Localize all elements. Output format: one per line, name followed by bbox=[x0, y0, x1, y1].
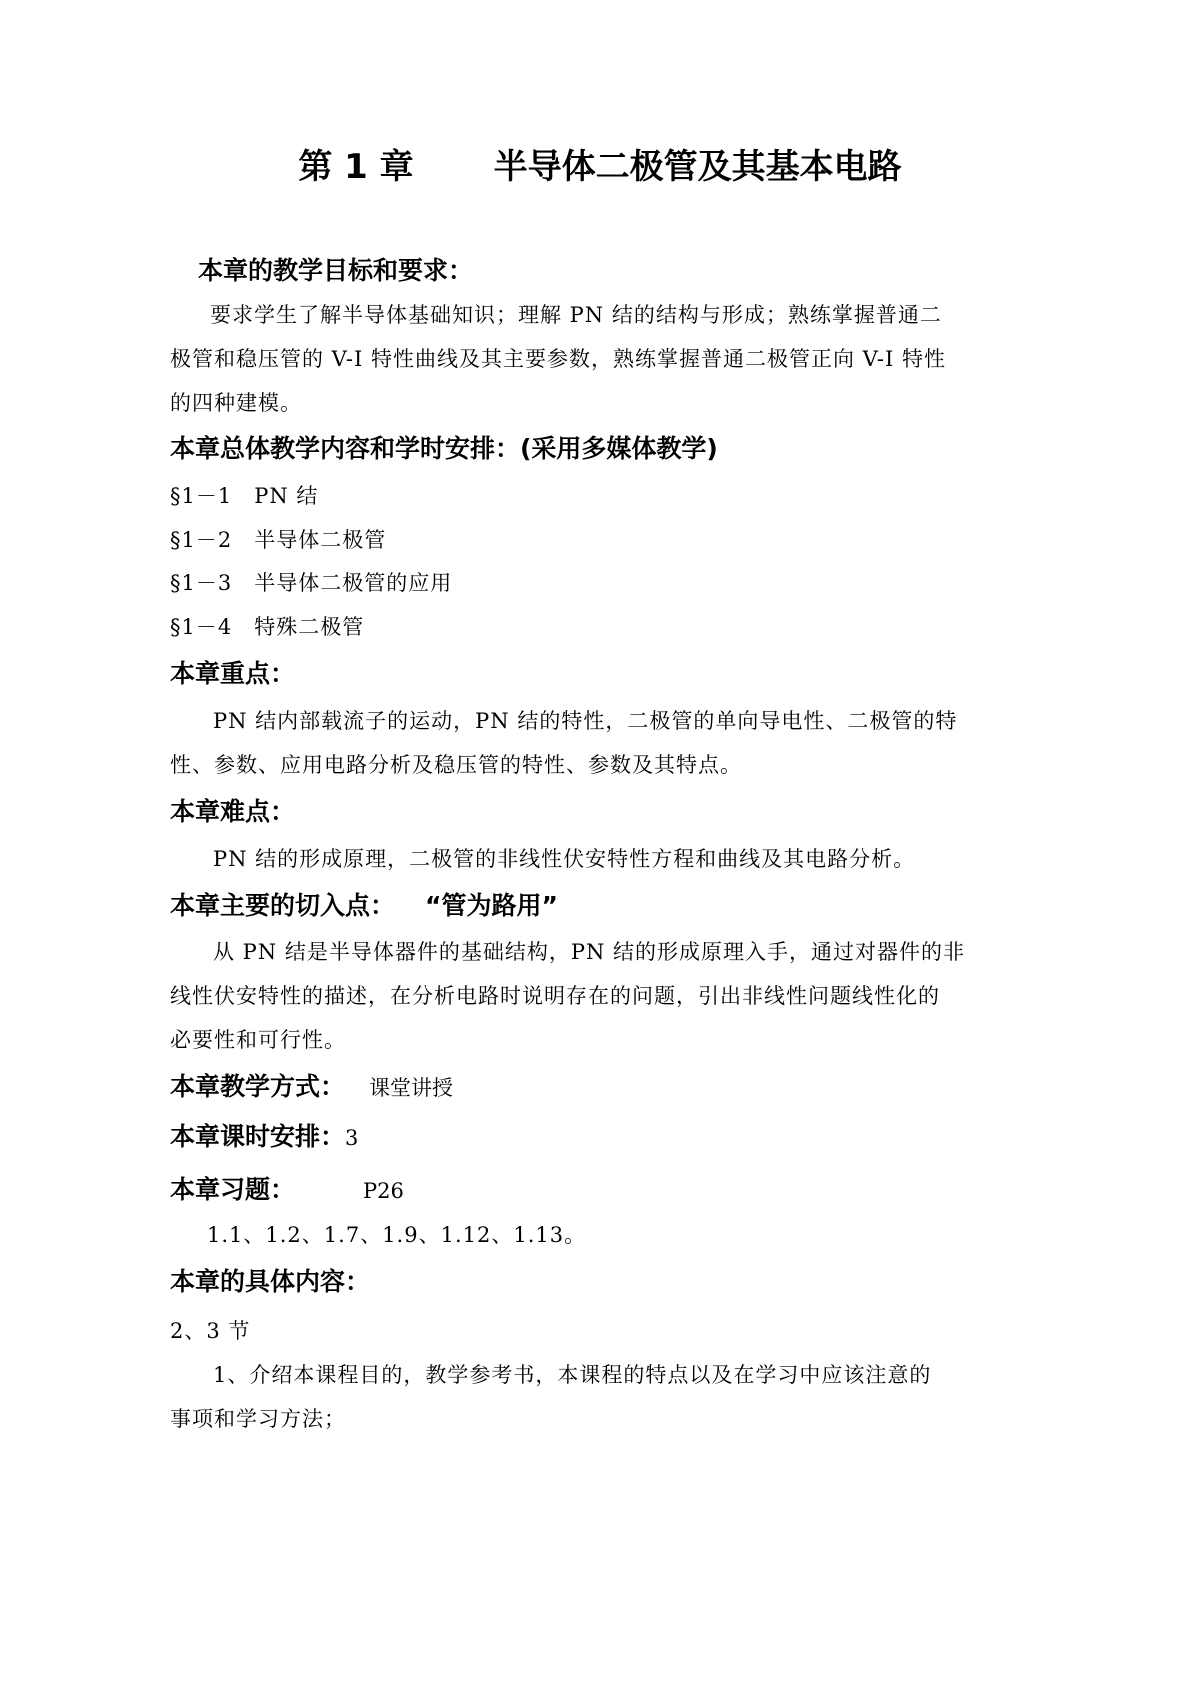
objectives-line: 极管和稳压管的 V-I 特性曲线及其主要参数，熟练掌握普通二极管正向 V-I 特性 bbox=[170, 347, 946, 371]
chapter-title bbox=[0, 147, 1200, 187]
entry-point-value: “管为路用” bbox=[425, 891, 558, 920]
key-points-line: 性、参数、应用电路分析及稳压管的特性、参数及其特点。 bbox=[170, 753, 742, 777]
section-item: §1－3 半导体二极管的应用 bbox=[170, 571, 453, 595]
teaching-method-heading bbox=[170, 1074, 453, 1099]
key-points-line: PN 结内部载流子的运动，PN 结的特性，二极管的单向导电性、二极管的特 bbox=[213, 709, 958, 733]
entry-point-line: 必要性和可行性。 bbox=[170, 1028, 346, 1052]
difficulties-line: PN 结的形成原理，二极管的非线性伏安特性方程和曲线及其电路分析。 bbox=[213, 847, 916, 871]
exercises-heading bbox=[170, 1177, 404, 1202]
key-points-heading: 本章重点： bbox=[170, 659, 296, 688]
exercises-label: 本章习题： bbox=[170, 1175, 296, 1204]
entry-point-line: 从 PN 结是半导体器件的基础结构，PN 结的形成原理入手，通过对器件的非 bbox=[213, 940, 966, 964]
objectives-line: 的四种建模。 bbox=[170, 391, 302, 415]
objectives-line: 要求学生了解半导体基础知识；理解 PN 结的结构与形成；熟练掌握普通二 bbox=[210, 303, 942, 327]
section-item: §1－1 PN 结 bbox=[170, 484, 319, 508]
section-item: §1－4 特殊二极管 bbox=[170, 615, 365, 639]
hours-value: 3 bbox=[345, 1126, 359, 1150]
chapter-number: 第 1 章 bbox=[298, 147, 414, 187]
chapter-name: 半导体二极管及其基本电路 bbox=[493, 147, 902, 187]
entry-point-line: 线性伏安特性的描述，在分析电路时说明存在的问题，引出非线性问题线性化的 bbox=[170, 984, 940, 1008]
exercises-page: P26 bbox=[363, 1179, 404, 1203]
exercises-list: 1.1、1.2、1.7、1.9、1.12、1.13。 bbox=[207, 1223, 587, 1247]
specific-content-line: 事项和学习方法； bbox=[170, 1407, 346, 1431]
specific-content-section-label: 2、3 节 bbox=[170, 1319, 251, 1343]
entry-point-label: 本章主要的切入点： bbox=[170, 891, 396, 920]
contents-heading: 本章总体教学内容和学时安排：(采用多媒体教学) bbox=[170, 434, 718, 463]
hours-label: 本章课时安排： bbox=[170, 1122, 346, 1151]
teaching-method-value: 课堂讲授 bbox=[369, 1076, 454, 1100]
entry-point-heading bbox=[170, 893, 558, 918]
specific-content-line: 1、介绍本课程目的，教学参考书，本课程的特点以及在学习中应该注意的 bbox=[213, 1363, 932, 1387]
specific-content-heading: 本章的具体内容： bbox=[170, 1267, 371, 1296]
difficulties-heading: 本章难点： bbox=[170, 797, 296, 826]
objectives-heading: 本章的教学目标和要求： bbox=[198, 256, 474, 285]
hours-heading bbox=[170, 1124, 358, 1149]
teaching-method-label: 本章教学方式： bbox=[170, 1072, 346, 1101]
section-item: §1－2 半导体二极管 bbox=[170, 528, 387, 552]
